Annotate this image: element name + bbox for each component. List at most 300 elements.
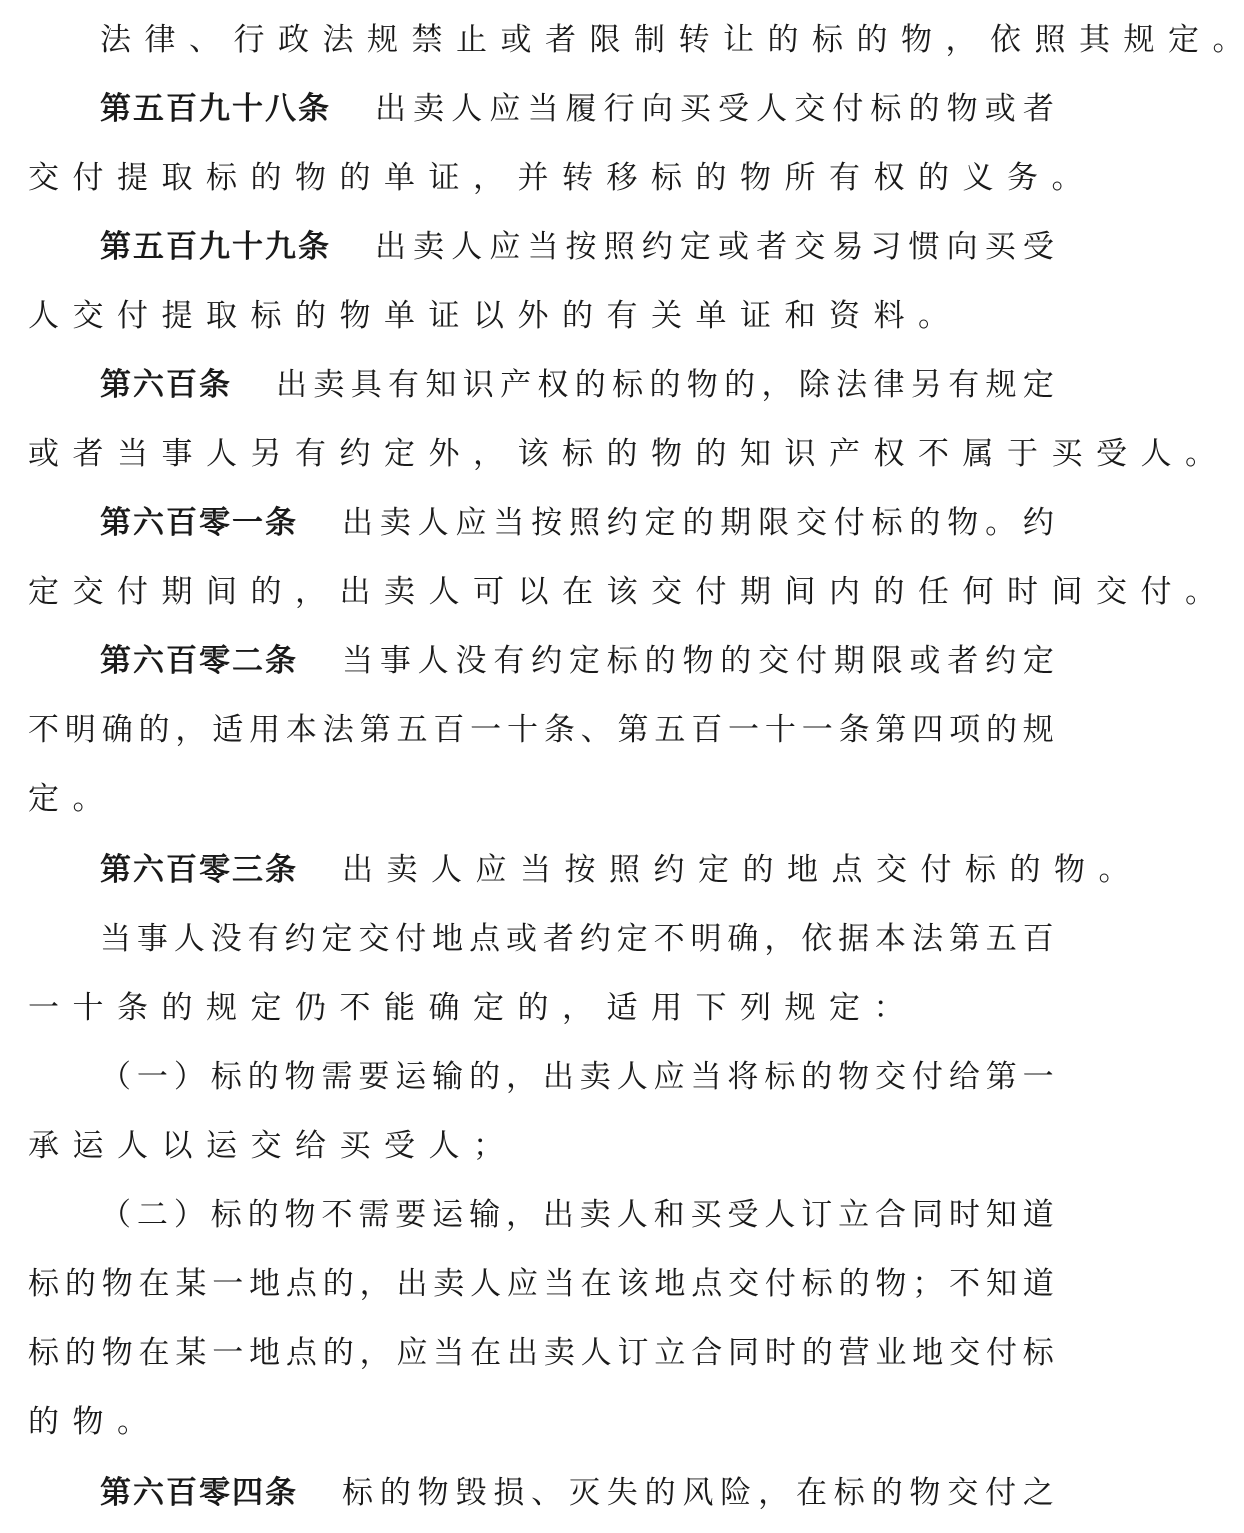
text-char: 卖 — [386, 852, 418, 888]
text-char: 营 — [838, 1335, 870, 1371]
text-line — [28, 153, 1083, 203]
text-char: 应 — [653, 1059, 685, 1095]
text-char: 受 — [717, 91, 749, 127]
text-char: 期 — [833, 643, 865, 679]
text-char: 当 — [493, 505, 525, 541]
text-char: 没 — [455, 643, 487, 679]
article-600 — [100, 360, 1054, 410]
text-char: 付 — [985, 1335, 1017, 1371]
text-char: 物 — [686, 367, 718, 403]
text-char: 间 — [784, 574, 816, 610]
text-char: 地 — [912, 1335, 944, 1371]
text-char: 定 — [616, 921, 648, 957]
text-char: 地 — [654, 1266, 686, 1302]
text-char: 人 — [173, 921, 205, 957]
text-char: 百 — [1022, 921, 1054, 957]
text-char: 的 — [469, 1059, 501, 1095]
text-char: 应 — [506, 1266, 538, 1302]
text-char: 。 — [117, 1404, 148, 1440]
text-char: 事 — [161, 436, 193, 472]
text-char: 法 — [911, 921, 943, 957]
text-char: 制 — [634, 22, 665, 58]
text-char: 据 — [838, 921, 870, 957]
text-char: 买 — [1051, 436, 1083, 472]
text-char: 运 — [395, 1059, 427, 1095]
text-char: 并 — [517, 160, 549, 196]
text-char: 物 — [295, 160, 326, 196]
text-char: 付 — [920, 852, 952, 888]
text-char: 卖 — [379, 505, 411, 541]
text-char: 险 — [720, 1475, 752, 1511]
text-char: 付 — [833, 505, 865, 541]
text-char: 限 — [871, 643, 903, 679]
text-char: 之 — [1022, 1475, 1054, 1511]
text-char: 人 — [451, 91, 483, 127]
text-char: 定 — [1168, 22, 1199, 58]
text-char: 付 — [695, 574, 727, 610]
text-char: 物 — [284, 1197, 316, 1233]
text-char: 道 — [1022, 1266, 1054, 1302]
text-char: 标 — [651, 160, 682, 196]
text-char: 物 — [838, 1059, 870, 1095]
text-char: 项 — [949, 712, 981, 748]
text-char: 事 — [136, 921, 168, 957]
text-char: 法 — [322, 22, 354, 58]
text-char: 一 — [136, 1059, 168, 1095]
text-char: 运 — [432, 1197, 464, 1233]
text-char: 当 — [690, 1059, 722, 1095]
text-char: 的 — [909, 505, 941, 541]
text-char: 的 — [742, 852, 774, 888]
text-char: 十 — [72, 990, 104, 1026]
text-char: 移 — [606, 160, 638, 196]
text-char: 法 — [322, 712, 354, 748]
text-char: 时 — [1007, 574, 1038, 610]
text-char: 标 — [1022, 1335, 1054, 1371]
text-char: 出 — [396, 1266, 428, 1302]
text-char: 知 — [985, 1197, 1017, 1233]
text-char: 用 — [651, 990, 682, 1026]
text-char: 定 — [829, 990, 860, 1026]
text-char: 适 — [606, 990, 638, 1026]
text-char: 人 — [764, 1197, 796, 1233]
text-char: 物 — [101, 1266, 133, 1302]
text-char: 买 — [984, 229, 1016, 265]
text-char: 订 — [801, 1197, 833, 1233]
text-char: 在 — [138, 1335, 170, 1371]
text-char: 的 — [918, 160, 949, 196]
text-char: 一 — [470, 712, 502, 748]
text-char: （ — [100, 1197, 131, 1233]
article-text — [342, 498, 1054, 548]
text-char: 的 — [64, 1266, 96, 1302]
text-char: 知 — [985, 1266, 1017, 1302]
text-char: 交 — [28, 160, 59, 196]
text-line — [28, 1328, 1054, 1378]
text-char: 付 — [117, 574, 148, 610]
text-char: 应 — [475, 852, 507, 888]
text-char: 当 — [543, 1266, 575, 1302]
text-char: 者 — [545, 22, 576, 58]
text-char: 限 — [589, 22, 621, 58]
text-char: 十 — [764, 712, 796, 748]
text-char: 规 — [206, 990, 237, 1026]
text-char: 灭 — [568, 1475, 600, 1511]
text-char: 下 — [695, 990, 727, 1026]
text-char: 。 — [1185, 574, 1216, 610]
text-char: 物 — [901, 22, 932, 58]
text-char: 履 — [565, 91, 597, 127]
text-char: 于 — [1007, 436, 1038, 472]
text-char: 当 — [527, 229, 559, 265]
text-char: 百 — [691, 712, 723, 748]
text-char: 取 — [206, 298, 237, 334]
text-char: 提 — [161, 298, 193, 334]
text-char: 付 — [911, 1059, 943, 1095]
text-char: 标 — [210, 1059, 242, 1095]
text-char: 点 — [469, 921, 501, 957]
text-char: 或 — [28, 436, 59, 472]
text-char: 法 — [836, 367, 868, 403]
text-char: 其 — [1079, 22, 1110, 58]
text-char: 卖 — [313, 367, 345, 403]
text-char: 交 — [651, 574, 682, 610]
text-char: 单 — [695, 298, 727, 334]
article-title: 第五百九十九条 — [100, 229, 331, 265]
text-char: 应 — [489, 91, 521, 127]
text-char: 本 — [285, 712, 317, 748]
text-char: 按 — [565, 229, 597, 265]
text-char: 出 — [375, 229, 406, 265]
text-char: 交 — [1096, 574, 1127, 610]
text-char: 。 — [1212, 22, 1244, 58]
text-char: 立 — [838, 1197, 870, 1233]
text-char: 知 — [740, 436, 771, 472]
text-char: 受 — [1096, 436, 1127, 472]
text-char: 不 — [949, 1266, 981, 1302]
text-char: 付 — [764, 1266, 796, 1302]
text-char: 。 — [1051, 160, 1083, 196]
text-char: 约 — [641, 229, 673, 265]
text-char: 权 — [537, 367, 569, 403]
text-char: 点 — [285, 1335, 317, 1371]
text-char: 应 — [455, 505, 487, 541]
text-char: 承 — [28, 1128, 59, 1164]
text-char: 的 — [985, 712, 1017, 748]
text-char: 合 — [875, 1197, 907, 1233]
text-char: 用 — [249, 712, 281, 748]
text-char: 当 — [342, 643, 373, 679]
text-char: 该 — [517, 436, 549, 472]
text-char: 订 — [617, 1335, 649, 1371]
text-char: 向 — [641, 91, 673, 127]
text-char: 输 — [432, 1059, 464, 1095]
text-char: 五 — [985, 921, 1017, 957]
text-char: 交 — [794, 91, 826, 127]
text-char: ， — [473, 436, 504, 472]
text-char: 交 — [72, 298, 104, 334]
text-char: 禁 — [411, 22, 443, 58]
text-char: ， — [945, 22, 977, 58]
text-char: 向 — [946, 229, 978, 265]
text-char: 标 — [870, 91, 902, 127]
text-char: 。 — [1098, 852, 1130, 888]
text-char: 付 — [395, 921, 427, 957]
text-char: 规 — [1022, 712, 1054, 748]
text-char: 交 — [728, 1266, 760, 1302]
text-char: 和 — [653, 1197, 685, 1233]
text-char: 的 — [322, 1335, 354, 1371]
text-line — [28, 291, 1054, 341]
text-char: 毁 — [455, 1475, 487, 1511]
text-char: 某 — [175, 1266, 207, 1302]
text-char: 交 — [758, 643, 790, 679]
text-char: 立 — [654, 1335, 686, 1371]
text-char: 百 — [433, 712, 465, 748]
text-char: 不 — [28, 712, 59, 748]
text-char: 应 — [489, 229, 521, 265]
text-char: 另 — [910, 367, 942, 403]
text-char: 照 — [609, 852, 640, 888]
text-char: 者 — [1022, 91, 1054, 127]
text-char: 有 — [388, 367, 420, 403]
text-char: 的 — [838, 1266, 870, 1302]
text-char: 以 — [161, 1128, 193, 1164]
text-char: 出 — [342, 852, 373, 888]
text-char: 产 — [829, 436, 860, 472]
text-char: 不 — [321, 1197, 353, 1233]
text-char: 条 — [838, 712, 870, 748]
text-char: 的 — [908, 91, 940, 127]
text-char: 确 — [428, 990, 460, 1026]
text-line — [28, 567, 1216, 617]
text-char: 在 — [795, 1475, 827, 1511]
text-char: 适 — [212, 712, 244, 748]
text-char: 条 — [117, 990, 148, 1026]
text-char: 当 — [117, 436, 148, 472]
text-char: 人 — [28, 298, 59, 334]
text-char: 运 — [72, 1128, 104, 1164]
text-char: 卖 — [413, 91, 445, 127]
text-char: 规 — [1123, 22, 1155, 58]
text-char: 转 — [678, 22, 710, 58]
text-char: 义 — [962, 160, 994, 196]
text-char: 识 — [462, 367, 494, 403]
text-char: 交 — [72, 574, 104, 610]
text-char: 物 — [339, 298, 371, 334]
text-char: 明 — [690, 921, 722, 957]
text-char: 人 — [616, 1197, 648, 1233]
text-char: 仍 — [295, 990, 326, 1026]
text-char: 买 — [690, 1197, 722, 1233]
text-char: 期 — [161, 574, 193, 610]
text-char: 有 — [247, 921, 279, 957]
text-char: 道 — [1022, 1197, 1054, 1233]
text-char: 时 — [764, 1335, 796, 1371]
text-char: 定 — [473, 990, 504, 1026]
text-char: 在 — [470, 1335, 502, 1371]
text-char: ， — [505, 1197, 537, 1233]
text-char: 地 — [432, 921, 464, 957]
text-line — [100, 914, 1054, 964]
text-char: 的 — [379, 1475, 411, 1511]
text-char: 照 — [568, 505, 600, 541]
text-char: 转 — [562, 160, 593, 196]
text-char: 的 — [250, 574, 282, 610]
text-char: ， — [505, 1059, 537, 1095]
text-char: 的 — [562, 298, 593, 334]
text-char: 单 — [384, 298, 415, 334]
text-char: 损 — [493, 1475, 525, 1511]
article-text — [342, 845, 1143, 895]
text-char: 间 — [206, 574, 237, 610]
text-line — [28, 1121, 1054, 1171]
text-char: 。 — [1185, 436, 1216, 472]
text-char: 地 — [787, 852, 818, 888]
text-char: 第 — [875, 712, 907, 748]
text-char: 物 — [909, 1475, 941, 1511]
text-char: 定 — [250, 990, 282, 1026]
text-char: 出 — [542, 1059, 574, 1095]
text-char: 一 — [801, 712, 833, 748]
text-char: 期 — [720, 505, 752, 541]
text-char: 标 — [833, 1475, 865, 1511]
text-char: 在 — [562, 574, 593, 610]
article-598 — [100, 84, 1054, 134]
text-char: 标 — [206, 160, 237, 196]
text-char: 照 — [603, 229, 635, 265]
text-char: 当 — [527, 91, 559, 127]
text-char: 律 — [873, 367, 905, 403]
text-char: ， — [562, 990, 593, 1026]
text-char: 约 — [339, 436, 371, 472]
text-char: 地 — [249, 1266, 281, 1302]
text-char: 习 — [870, 229, 902, 265]
text-char: 付 — [985, 1475, 1017, 1511]
text-char: 料 — [873, 298, 905, 334]
text-char: ， — [175, 712, 207, 748]
text-char: 出 — [342, 505, 373, 541]
text-char: 人 — [451, 229, 483, 265]
text-char: 人 — [616, 1059, 648, 1095]
text-char: 让 — [723, 22, 754, 58]
text-char: 的 — [873, 574, 905, 610]
text-char: 者 — [542, 921, 574, 957]
text-char: 同 — [911, 1197, 943, 1233]
text-char: 标 — [764, 1059, 796, 1095]
text-char: 标 — [342, 1475, 373, 1511]
text-char: 或 — [505, 921, 537, 957]
text-char: 何 — [962, 574, 994, 610]
text-line — [28, 705, 1054, 755]
article-text — [375, 84, 1054, 134]
text-char: 证 — [428, 298, 460, 334]
text-char: 人 — [756, 91, 788, 127]
text-line — [28, 429, 1216, 479]
text-char: 物 — [417, 1475, 449, 1511]
text-char: 买 — [679, 91, 711, 127]
text-char: 证 — [740, 298, 771, 334]
text-char: 限 — [758, 505, 790, 541]
article-title: 第六百条 — [100, 367, 232, 403]
text-char: 律 — [144, 22, 176, 58]
text-char: 依 — [990, 22, 1021, 58]
text-char: （ — [100, 1059, 131, 1095]
text-char: 卖 — [413, 229, 445, 265]
text-char: 条 — [543, 712, 575, 748]
text-char: 资 — [829, 298, 860, 334]
text-char: 识 — [784, 436, 816, 472]
text-char: 标 — [562, 436, 593, 472]
text-char: ， — [359, 1335, 391, 1371]
text-char: 人 — [1140, 436, 1172, 472]
text-char: 的 — [606, 436, 638, 472]
text-char: 不 — [918, 436, 949, 472]
text-char: 点 — [691, 1266, 723, 1302]
text-char: 的 — [724, 367, 756, 403]
text-char: 。 — [72, 781, 104, 817]
text-char: ， — [758, 1475, 790, 1511]
text-char: 某 — [175, 1335, 207, 1371]
text-char: 证 — [428, 160, 460, 196]
text-char: 规 — [985, 367, 1017, 403]
text-char: 受 — [727, 1197, 759, 1233]
text-char: ， — [764, 921, 796, 957]
text-char: 十 — [506, 712, 538, 748]
text-char: 标 — [28, 1335, 59, 1371]
article-604 — [100, 1468, 1054, 1518]
text-char: 的 — [247, 1059, 279, 1095]
text-char: 需 — [321, 1059, 353, 1095]
text-char: 可 — [473, 574, 504, 610]
text-char: 本 — [875, 921, 907, 957]
text-char: 物 — [875, 1266, 907, 1302]
text-char: 物 — [651, 436, 682, 472]
text-char: 有 — [948, 367, 980, 403]
text-char: 、 — [531, 1475, 563, 1511]
text-char: 标 — [801, 1266, 833, 1302]
text-char: 没 — [210, 921, 242, 957]
text-char: 地 — [249, 1335, 281, 1371]
text-char: 输 — [469, 1197, 501, 1233]
article-title: 第五百九十八条 — [100, 91, 331, 127]
article-599 — [100, 222, 1054, 272]
text-char: 的 — [695, 436, 727, 472]
text-char: 标 — [210, 1197, 242, 1233]
text-char: 、 — [189, 22, 220, 58]
text-char: 点 — [831, 852, 863, 888]
text-char: 当 — [100, 921, 131, 957]
text-char: 五 — [396, 712, 428, 748]
text-char: 的 — [856, 22, 888, 58]
text-char: 外 — [517, 298, 549, 334]
text-char: 的 — [28, 1404, 59, 1440]
text-char: ） — [173, 1059, 205, 1095]
text-char: 当 — [520, 852, 551, 888]
text-char: 付 — [1140, 574, 1172, 610]
text-char: 人 — [417, 643, 449, 679]
text-char: ： — [873, 990, 905, 1026]
text-char: 四 — [912, 712, 944, 748]
article-602 — [100, 636, 1054, 686]
text-char: 出 — [506, 1335, 538, 1371]
text-char: 标 — [871, 505, 903, 541]
text-char: 和 — [784, 298, 816, 334]
text-char: 的 — [695, 160, 727, 196]
text-char: ） — [173, 1197, 205, 1233]
text-char: 或 — [500, 22, 532, 58]
text-char: 合 — [691, 1335, 723, 1371]
